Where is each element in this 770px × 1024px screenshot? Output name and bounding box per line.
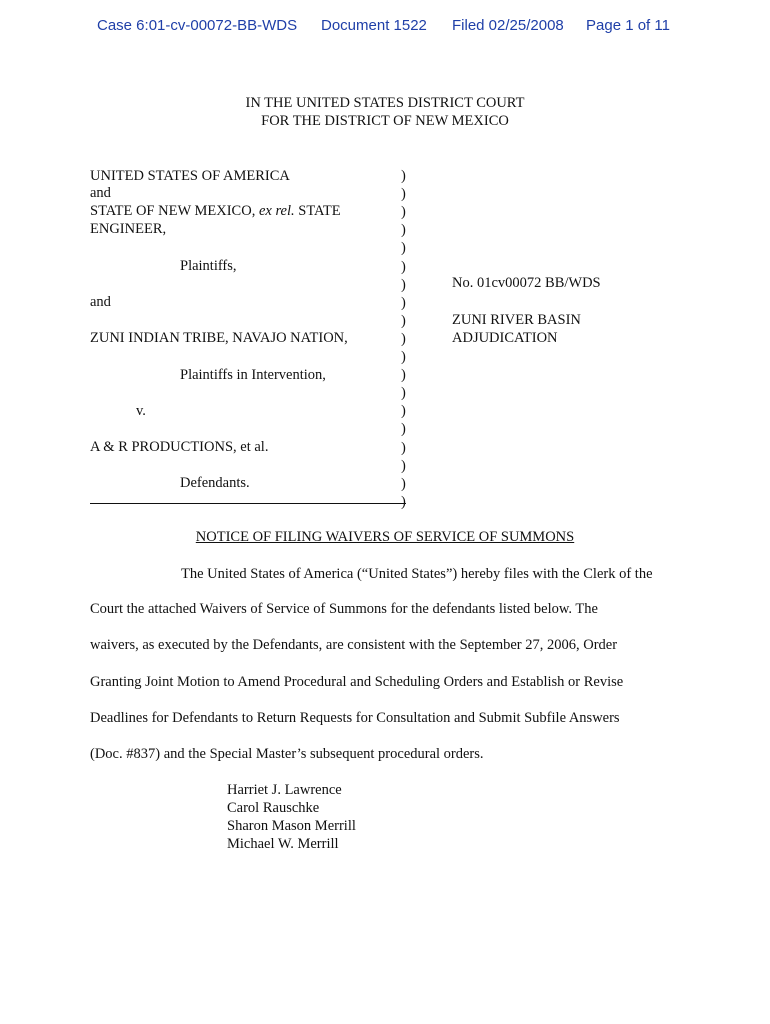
plaintiff-usa: UNITED STATES OF AMERICA [90, 168, 290, 184]
caption-paren: ) [401, 494, 406, 510]
plaintiff-new-mexico: STATE OF NEW MEXICO, ex rel. STATE [90, 203, 341, 219]
caption-paren: ) [401, 403, 406, 419]
defendants-label: Defendants. [180, 475, 250, 491]
body-line-4: Granting Joint Motion to Amend Procedural and Scheduling Orders and Establish or Revise [90, 674, 624, 690]
intervention-label: Plaintiffs in Intervention, [180, 367, 326, 383]
body-line-3: waivers, as executed by the Defendants, are consistent with the September 27, 2006, Order [90, 637, 618, 653]
page-indicator: Page 1 of 11 [586, 17, 670, 34]
caption-paren: ) [401, 168, 406, 184]
court-line-2: FOR THE DISTRICT OF NEW MEXICO [261, 113, 509, 129]
caption-paren: ) [401, 222, 406, 238]
caption-and-1: and [90, 185, 111, 201]
caption-rule [90, 503, 406, 504]
filed-date: Filed 02/25/2008 [452, 17, 564, 34]
plaintiff-engineer: ENGINEER, [90, 221, 167, 237]
case-number-caption: No. 01cv00072 BB/WDS [452, 275, 601, 291]
caption-paren: ) [401, 295, 406, 311]
case-number: Case 6:01-cv-00072-BB-WDS [97, 17, 298, 34]
court-line-1: IN THE UNITED STATES DISTRICT COURT [245, 95, 525, 111]
court-heading [0, 94, 770, 130]
defendant-list-item: Sharon Mason Merrill [227, 818, 356, 834]
body-line-5: Deadlines for Defendants to Return Requests for Consultation and Submit Subfile Answers [90, 710, 620, 726]
notice-title: NOTICE OF FILING WAIVERS OF SERVICE OF SUMMONS [195, 529, 575, 545]
caption-paren: ) [401, 277, 406, 293]
caption-paren: ) [401, 331, 406, 347]
body-line-6: (Doc. #837) and the Special Master’s subsequent procedural orders. [90, 746, 484, 762]
caption-and-2: and [90, 294, 111, 310]
caption-paren: ) [401, 385, 406, 401]
caption-paren: ) [401, 313, 406, 329]
document-number: Document 1522 [321, 17, 427, 34]
filing-header [0, 17, 770, 37]
body-line-2: Court the attached Waivers of Service of Summons for the defendants listed below. The [90, 601, 598, 617]
caption-paren: ) [401, 186, 406, 202]
defendant-list-item: Carol Rauschke [227, 800, 320, 816]
caption-paren: ) [401, 240, 406, 256]
defendant-list-item: Michael W. Merrill [227, 836, 339, 852]
caption-paren: ) [401, 204, 406, 220]
caption-paren: ) [401, 259, 406, 275]
body-line-1: The United States of America (“United States”) hereby files with the Clerk of the [181, 566, 653, 582]
caption-paren: ) [401, 440, 406, 456]
caption-paren: ) [401, 458, 406, 474]
caption-paren: ) [401, 421, 406, 437]
caption-paren: ) [401, 476, 406, 492]
defendant-name: A & R PRODUCTIONS, et al. [90, 439, 269, 455]
versus: v. [136, 403, 146, 419]
defendant-list-item: Harriet J. Lawrence [227, 782, 342, 798]
plaintiffs-label: Plaintiffs, [180, 258, 237, 274]
intervenors: ZUNI INDIAN TRIBE, NAVAJO NATION, [90, 330, 348, 346]
caption-paren: ) [401, 367, 406, 383]
basin-line-1: ZUNI RIVER BASIN [452, 312, 581, 328]
basin-line-2: ADJUDICATION [452, 330, 558, 346]
caption-paren: ) [401, 349, 406, 365]
